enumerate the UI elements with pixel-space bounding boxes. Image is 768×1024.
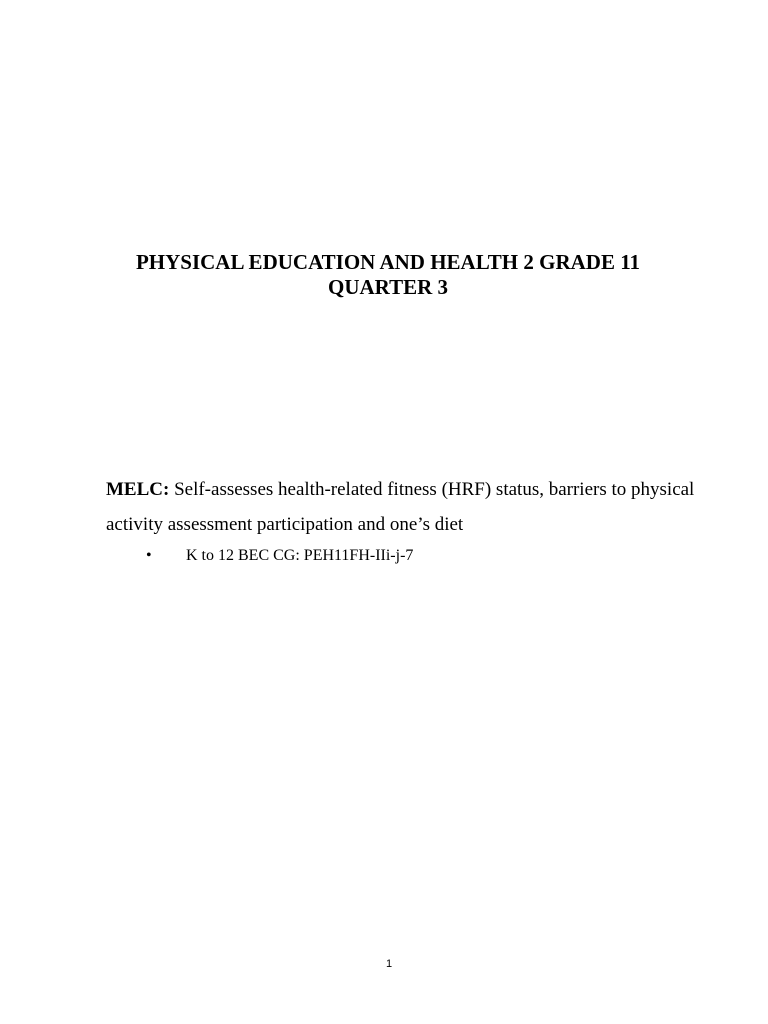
reference-list: [106, 545, 696, 567]
list-item: [106, 545, 696, 567]
curriculum-code: K to 12 BEC CG: PEH11FH-IIi-j-7: [186, 547, 414, 564]
melc-paragraph: [106, 472, 696, 542]
document-title: [96, 250, 680, 300]
title-line-2: QUARTER 3: [327, 275, 449, 299]
page-number: 1: [385, 958, 393, 970]
melc-text: Self-assesses health-related fitness (HRF) status, barriers to physical activity assessment participation and one’s diet: [106, 479, 695, 535]
bullet-icon: •: [146, 547, 152, 564]
melc-label: MELC:: [106, 479, 170, 500]
title-line-1: PHYSICAL EDUCATION AND HEALTH 2 GRADE 11: [135, 250, 641, 274]
